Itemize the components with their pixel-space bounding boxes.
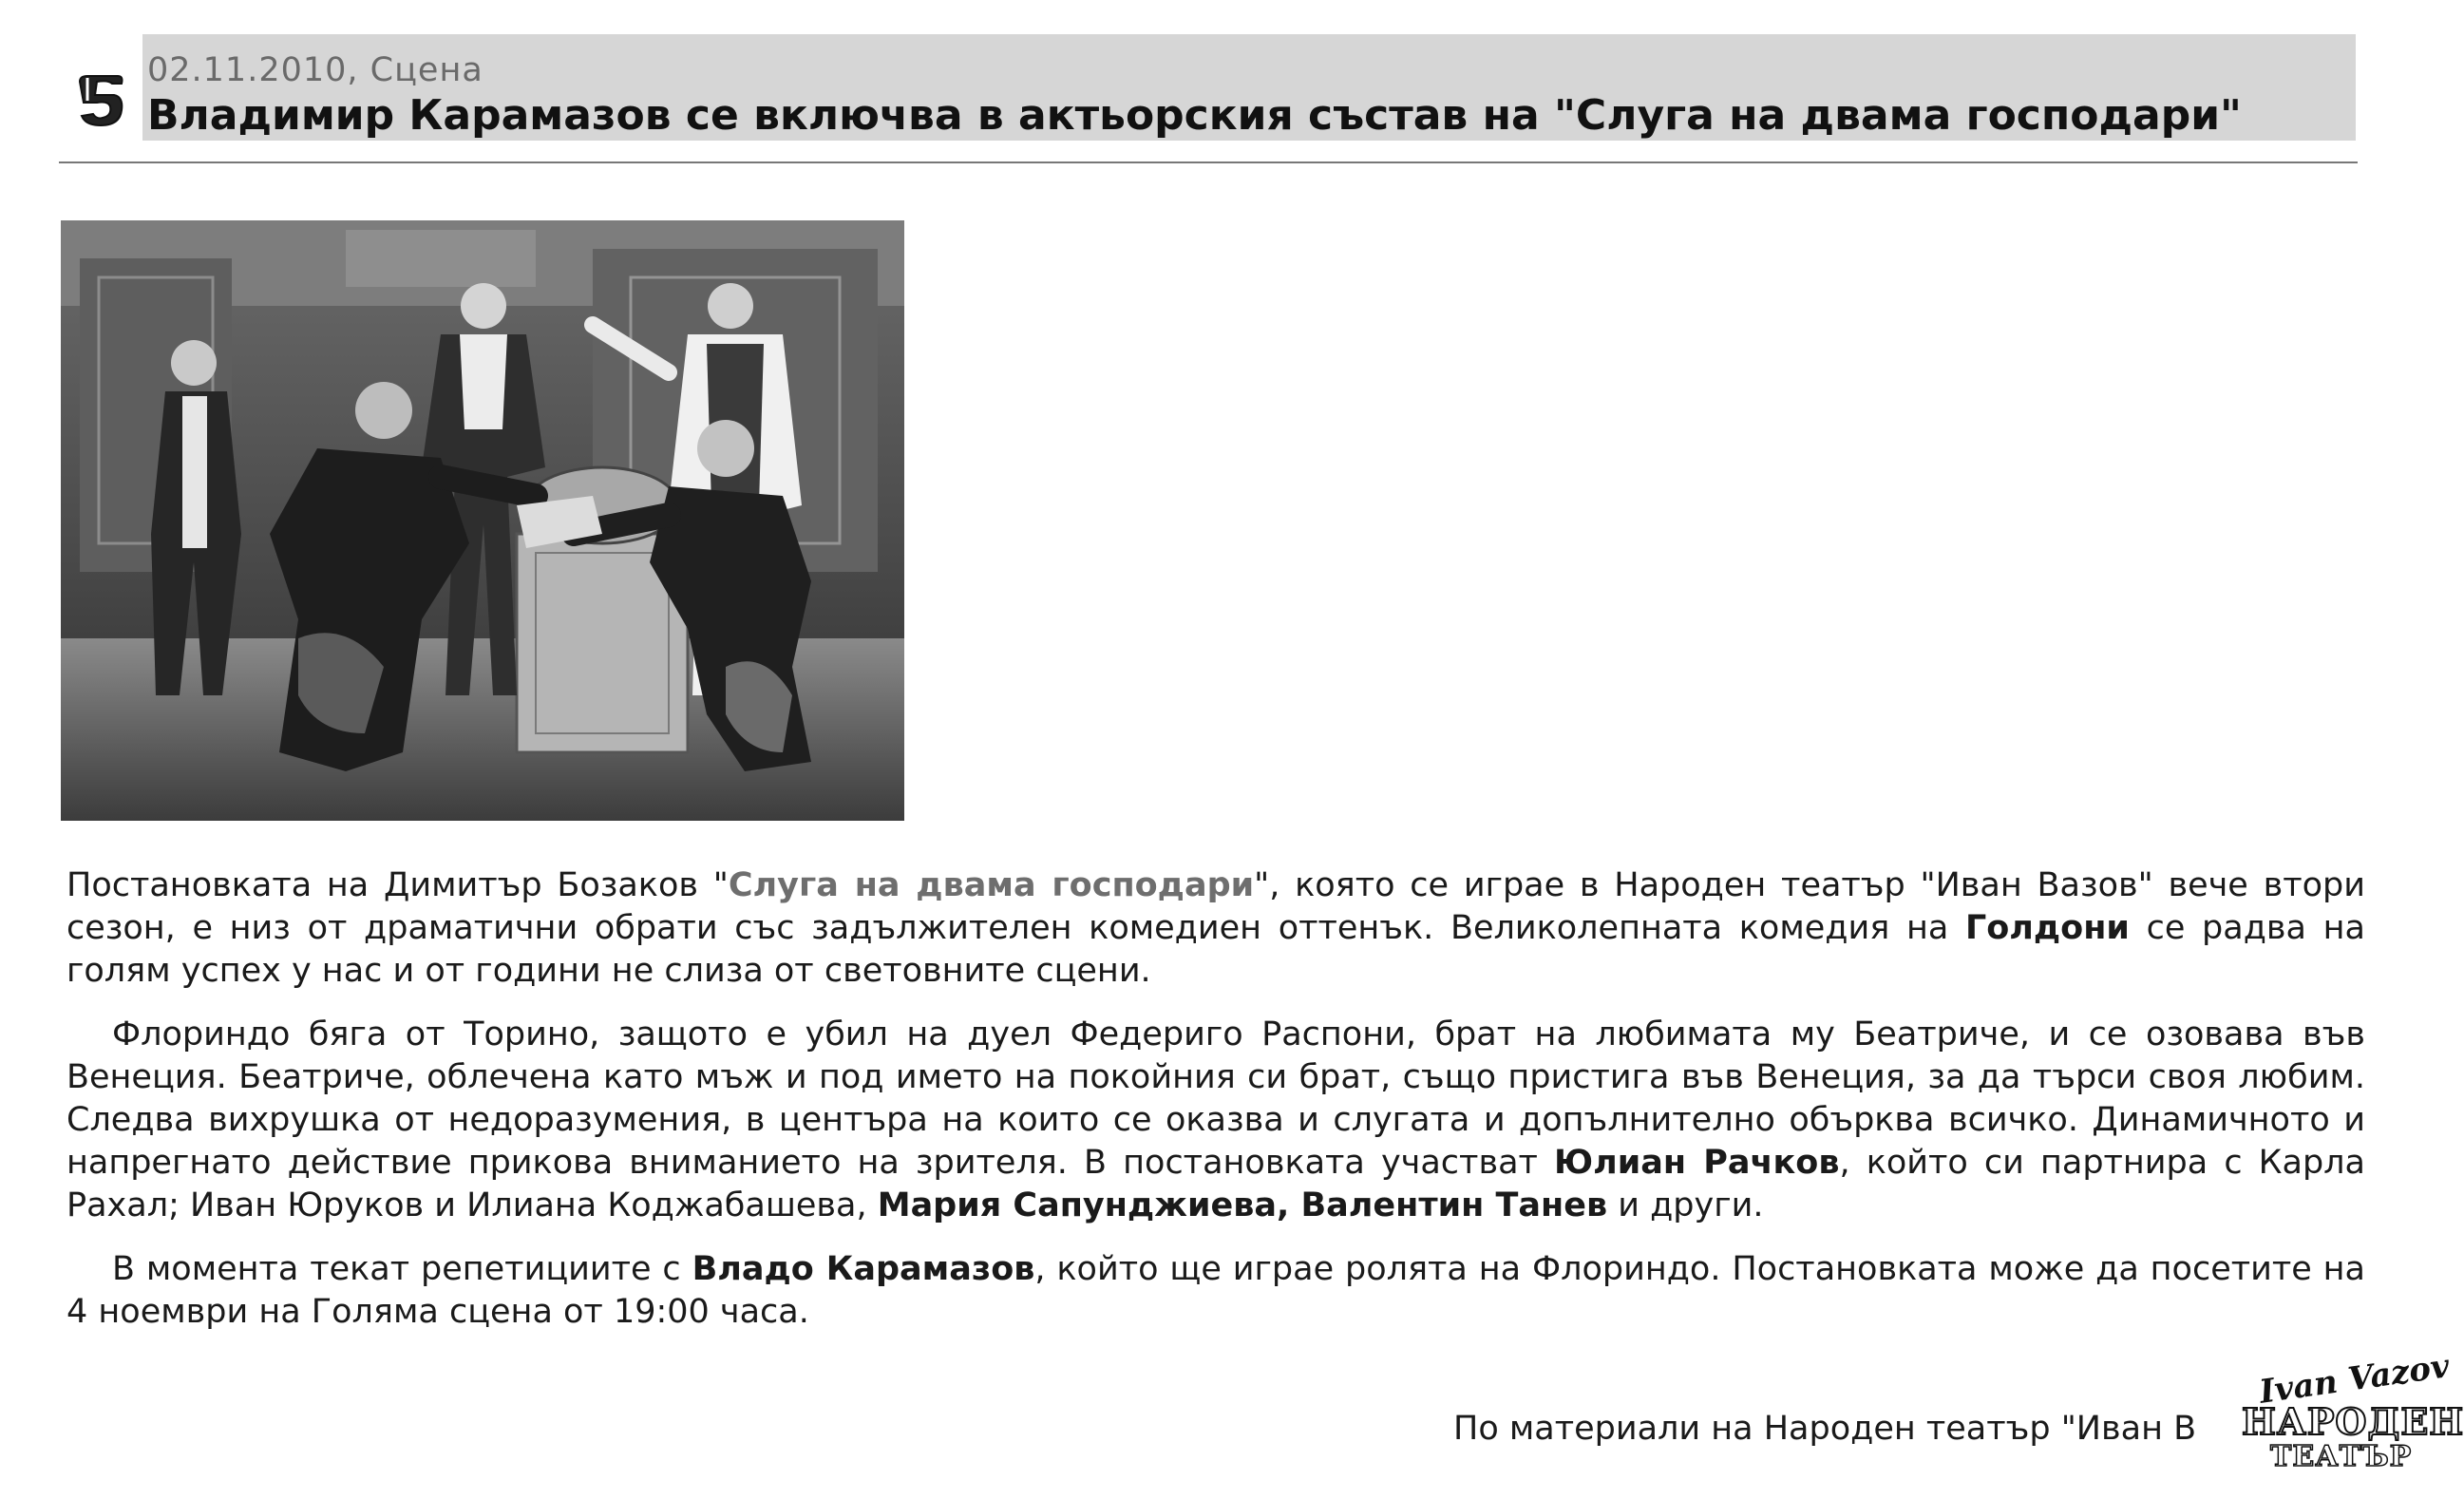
stamp-line-2: ТЕАТЪР	[2270, 1440, 2413, 1473]
source-credit: По материали на Народен театър "Иван В	[1453, 1410, 2197, 1448]
article-paragraph-1	[66, 864, 2365, 993]
actor-name: Владо Карамазов	[692, 1250, 1035, 1288]
article-meta: 02.11.2010, Сцена	[147, 51, 483, 89]
paragraph-text: се радва на голям успех у нас и от години не слиза от световните сцени.	[66, 909, 2365, 990]
article-body	[66, 864, 2365, 1355]
theatre-stamp-logo	[2242, 1347, 2464, 1474]
paragraph-text: , който си партнира с Карла Рахал; Иван Юруков и Илиана Коджабашева,	[66, 1144, 2365, 1224]
article-paragraph-3	[66, 1248, 2365, 1334]
paragraph-text: ", която се играе в Народен театър "Иван Вазов" вече втори сезон, е низ от драматични обрати със задължителен комедиен оттенък. Великолепната комедия на	[66, 866, 2365, 947]
article-title: Владимир Карамазов се включва в актьорския състав на "Слуга на двама господари"	[147, 91, 2242, 140]
stage-photo-icon	[61, 220, 904, 821]
actor-names: Мария Сапунджиева, Валентин Танев	[877, 1186, 1608, 1224]
header-divider	[59, 161, 2358, 163]
stamp-line-1: НАРОДЕН	[2242, 1400, 2464, 1443]
paragraph-text: Постановката на Димитър Бозаков "	[66, 866, 729, 904]
paragraph-text: Флориндо бяга от Торино, защото е убил на дуел Федериго Распони, брат на любимата му Беатриче, и се озовава във Венеция. Беатриче, облечена като мъж и под името на покойния си брат, също пристига във Венеция, за да търси своя любим. Следва вихрушка от недоразумения, в центъра на които се оказва и слугата и допълнително обърква всичко. Динамичното и напрегнато действие прикова вниманието на зрителя. В постановката участват	[66, 1015, 2365, 1182]
paragraph-text: В момента текат репетициите с	[112, 1250, 692, 1288]
stamp-signature: Ivan Vazov	[2257, 1347, 2453, 1412]
site-logo-icon	[74, 72, 127, 131]
paragraph-text: и други.	[1607, 1186, 1764, 1224]
author-name: Голдони	[1964, 909, 2130, 947]
play-title-highlight: Слуга на двама господари	[728, 866, 1255, 904]
actor-name: Юлиан Рачков	[1554, 1144, 1840, 1182]
article-paragraph-2	[66, 1014, 2365, 1227]
paragraph-text: , който ще играе ролята на Флориндо. Постановката може да посетите на 4 ноември на Голяма сцена от 19:00 часа.	[66, 1250, 2365, 1331]
